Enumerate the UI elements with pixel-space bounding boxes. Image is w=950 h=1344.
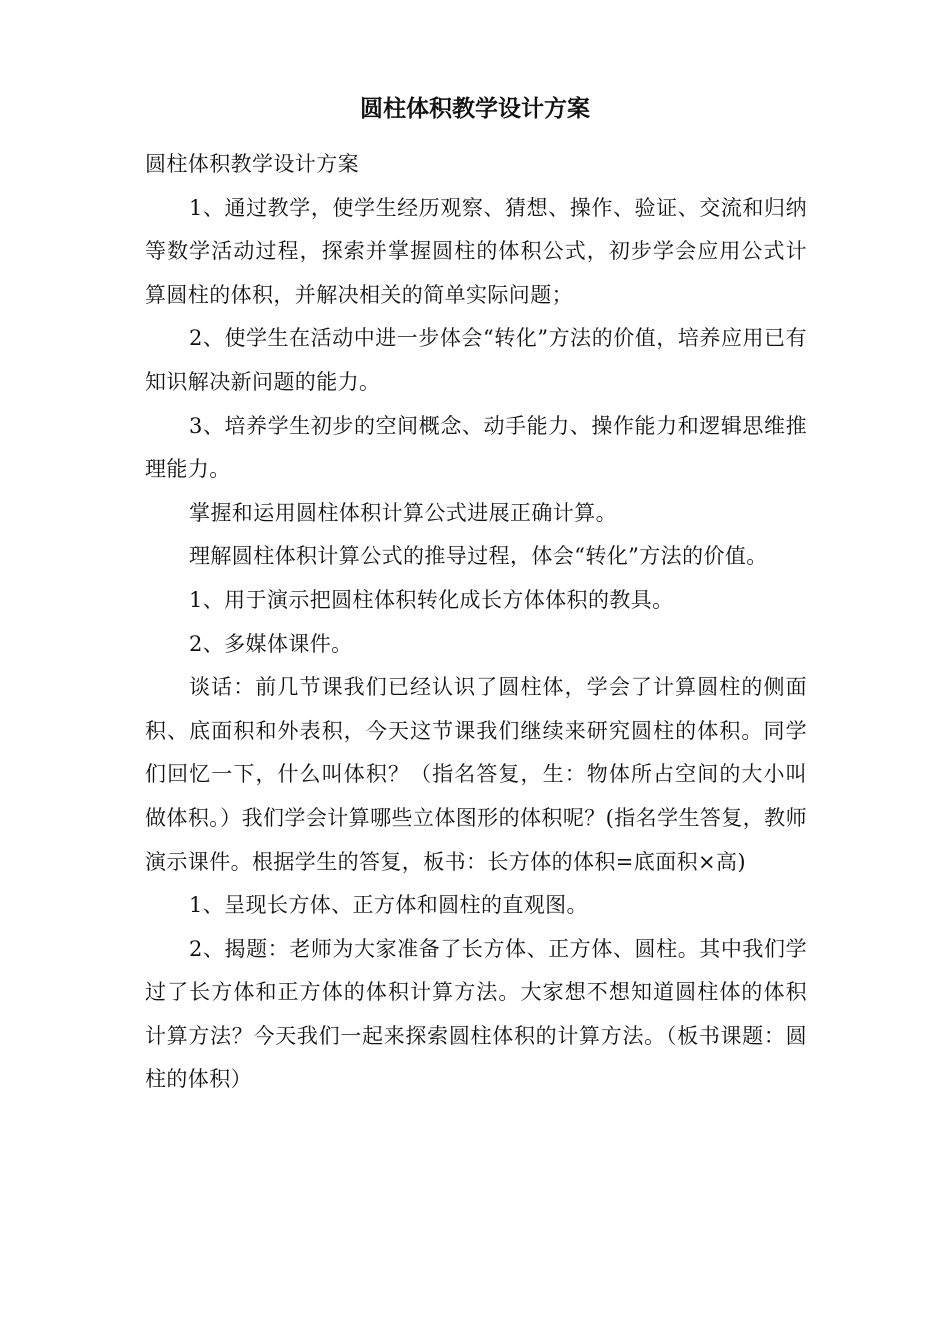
step-1-paragraph: 1、呈现长方体、正方体和圆柱的直观图。 [189, 893, 588, 918]
document-title: 圆柱体积教学设计方案 [360, 96, 590, 122]
teaching-aid-1-paragraph: 1、用于演示把圆柱体积转化成长方体体积的教具。 [189, 587, 674, 612]
objective-2-paragraph: 2、使学生在活动中进一步体会“转化”方法的价值，培养应用已有知识解决新问题的能力。 [145, 326, 807, 394]
objective-1-paragraph: 1、通过教学，使学生经历观察、猜想、操作、验证、交流和归纳等数学活动过程，探索并掌握圆柱的体积公式，初步学会应用公式计算圆柱的体积，并解决相关的简单实际问题； [145, 195, 807, 307]
teaching-aid-2-paragraph: 2、多媒体课件。 [189, 631, 353, 656]
intro-talk-paragraph: 谈话：前几节课我们已经认识了圆柱体，学会了计算圆柱的侧面积、底面积和外表积，今天这节课我们继续来研究圆柱的体积。同学们回忆一下，什么叫体积？（指名答复，生：物体所占空间的大小叫做体积。）我们学会计算哪些立体图形的体积呢？(指名学生答复，教师演示课件。根据学生的答复，板书：长方体的体积=底面积×高) [145, 675, 807, 874]
objective-3-paragraph: 3、培养学生初步的空间概念、动手能力、操作能力和逻辑思维推理能力。 [145, 413, 807, 482]
step-2-paragraph: 2、揭题：老师为大家准备了长方体、正方体、圆柱。其中我们学过了长方体和正方体的体积计算方法。大家想不想知道圆柱体的体积计算方法？今天我们一起来探索圆柱体积的计算方法。（板书课题：圆柱的体积） [145, 936, 807, 1092]
subtitle-paragraph: 圆柱体积教学设计方案 [145, 152, 359, 176]
document-body [145, 143, 807, 1102]
key-point-paragraph: 掌握和运用圆柱体积计算公式进展正确计算。 [189, 500, 617, 525]
difficulty-paragraph: 理解圆柱体积计算公式的推导过程，体会“转化”方法的价值。 [189, 544, 768, 569]
